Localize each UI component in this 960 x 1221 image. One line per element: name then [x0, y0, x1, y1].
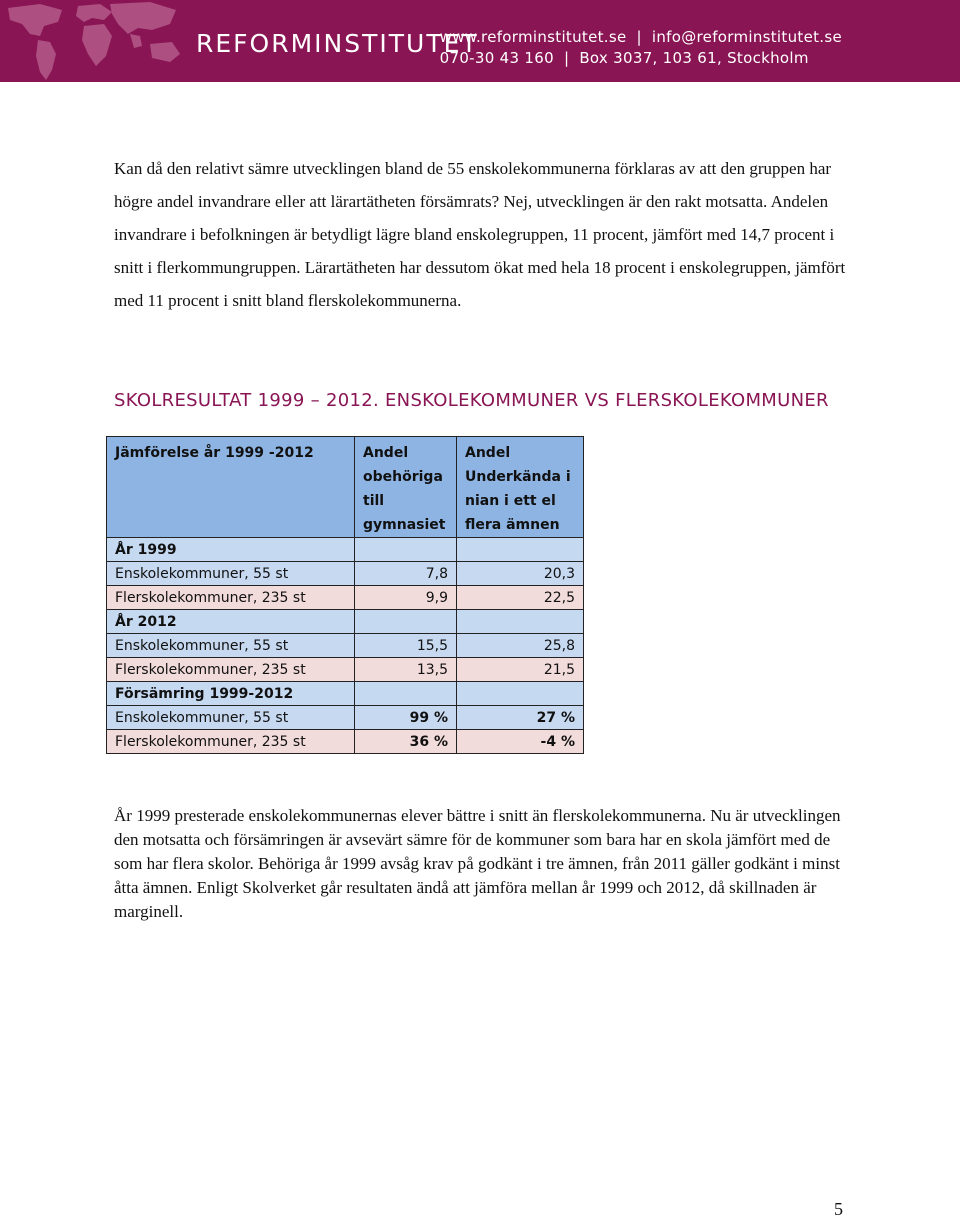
email-link[interactable]: info@reforminstitutet.se	[651, 28, 842, 46]
comparison-table	[106, 436, 584, 754]
row-label: Enskolekommuner, 55 st	[107, 562, 355, 586]
page-header	[0, 0, 960, 82]
table-section-row	[107, 682, 584, 706]
table-section-row	[107, 610, 584, 634]
value-failed	[457, 682, 584, 706]
value-unqualified	[355, 538, 457, 562]
page-number: 5	[834, 1199, 843, 1219]
value-unqualified: 13,5	[355, 658, 457, 682]
intro-paragraph: Kan då den relativt sämre utvecklingen bland de 55 enskolekommunerna förklaras av att den gruppen har högre andel invandrare eller att lärartätheten försämrats? Nej, utvecklingen är den rakt motsatta. Andelen invandrare i befolkningen är betydligt lägre bland enskolegruppen, 11 procent, jämfört med 14,7 procent i snitt i flerkommungruppen. Lärartätheten har dessutom ökat med hela 18 procent i enskolegruppen, jämfört med 11 procent i snitt bland flerskolekommunerna.	[114, 159, 846, 310]
row-label: År 2012	[107, 610, 355, 634]
row-label: Enskolekommuner, 55 st	[107, 634, 355, 658]
table-section-row	[107, 538, 584, 562]
table-row	[107, 730, 584, 754]
contact-info: www.reforminstitutet.se | info@reforminstitutet.se 070-30 43 160 | Box 3037, 103 61, Stockholm	[439, 28, 842, 67]
conclusion-paragraph: År 1999 presterade enskolekommunernas elever bättre i snitt än flerskolekommunerna. Nu är utvecklingen den motsatta och försämringen är avsevärt sämre för de kommuner som bara har en skola jämfört med de som har flera skolor. Behöriga år 1999 avsåg krav på godkänt i tre ämnen, från 2011 gäller godkänt i minst åtta ämnen. Enligt Skolverket går resultaten ändå att jämföra mellan år 1999 och 2012, då skillnaden är marginell.	[114, 806, 841, 921]
table-row	[107, 634, 584, 658]
website-link[interactable]: www.reforminstitutet.se	[439, 28, 627, 46]
table-row	[107, 706, 584, 730]
table-row	[107, 658, 584, 682]
brand-name: REFORMINSTITUTET	[196, 29, 479, 58]
header-share-unqualified: Andel obehöriga till gymnasiet	[355, 437, 457, 538]
value-unqualified: 7,8	[355, 562, 457, 586]
row-label: År 1999	[107, 538, 355, 562]
table-row	[107, 562, 584, 586]
value-unqualified	[355, 682, 457, 706]
value-failed: 27 %	[457, 706, 584, 730]
world-map-icon	[0, 0, 190, 82]
value-failed: 25,8	[457, 634, 584, 658]
value-failed	[457, 610, 584, 634]
value-failed	[457, 538, 584, 562]
value-unqualified: 9,9	[355, 586, 457, 610]
row-label: Enskolekommuner, 55 st	[107, 706, 355, 730]
row-label: Försämring 1999-2012	[107, 682, 355, 706]
table-header-row	[107, 437, 584, 538]
table-row	[107, 586, 584, 610]
value-failed: 20,3	[457, 562, 584, 586]
row-label: Flerskolekommuner, 235 st	[107, 730, 355, 754]
value-failed: -4 %	[457, 730, 584, 754]
header-comparison: Jämförelse år 1999 -2012	[107, 437, 355, 538]
section-heading: SKOLRESULTAT 1999 – 2012. ENSKOLEKOMMUNER VS FLERSKOLEKOMMUNER	[114, 390, 829, 411]
value-unqualified: 99 %	[355, 706, 457, 730]
row-label: Flerskolekommuner, 235 st	[107, 586, 355, 610]
value-failed: 21,5	[457, 658, 584, 682]
value-unqualified: 36 %	[355, 730, 457, 754]
row-label: Flerskolekommuner, 235 st	[107, 658, 355, 682]
phone-number: 070-30 43 160	[439, 49, 554, 67]
value-unqualified	[355, 610, 457, 634]
postal-address: Box 3037, 103 61, Stockholm	[579, 49, 809, 67]
value-unqualified: 15,5	[355, 634, 457, 658]
value-failed: 22,5	[457, 586, 584, 610]
header-share-failed: Andel Underkända i nian i ett el flera ämnen	[457, 437, 584, 538]
